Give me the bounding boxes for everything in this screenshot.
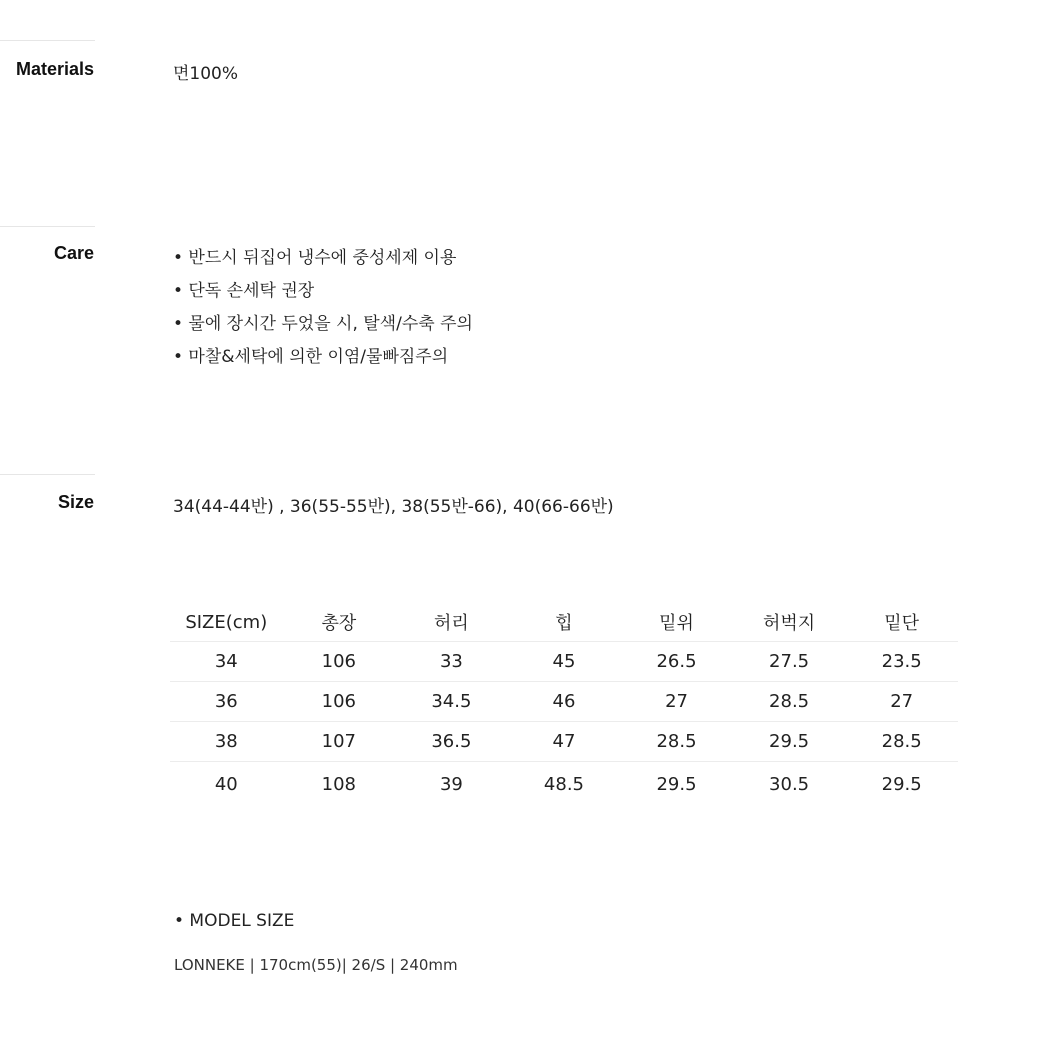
- section-divider: [0, 474, 95, 475]
- table-header-cell: 허리: [395, 603, 508, 642]
- table-row: [170, 682, 958, 722]
- table-cell: 23.5: [845, 642, 958, 682]
- table-cell: 26.5: [620, 642, 733, 682]
- materials-label: Materials: [15, 59, 94, 79]
- materials-value: 면100%: [173, 64, 239, 84]
- section-divider: [0, 40, 95, 41]
- care-label: Care: [53, 243, 94, 263]
- table-cell: 29.5: [881, 773, 922, 795]
- care-item: • 물에 장시간 두었을 시, 탈색/수축 주의: [173, 314, 473, 334]
- size-table: [170, 603, 958, 806]
- table-cell: 48.5: [543, 773, 584, 795]
- table-cell: 39: [439, 773, 463, 795]
- table-cell: 45: [508, 642, 621, 682]
- table-row: [170, 642, 958, 682]
- table-header-cell: 밑단: [845, 603, 958, 642]
- table-cell: 30.5: [769, 773, 810, 795]
- model-size-info: LONNEKE | 170cm(55)| 26/S | 240mm: [174, 956, 458, 974]
- table-cell: 38: [170, 722, 283, 762]
- table-header-row: [170, 603, 958, 642]
- model-size-title: • MODEL SIZE: [174, 911, 295, 931]
- table-cell: 27: [845, 682, 958, 722]
- table-header-cell: SIZE(cm): [170, 603, 283, 642]
- table-row: [170, 762, 958, 807]
- table-header-cell: 힙: [508, 603, 621, 642]
- table-cell: 29.5: [656, 773, 697, 795]
- table-cell: 36: [170, 682, 283, 722]
- table-cell: 34: [170, 642, 283, 682]
- table-cell: 33: [395, 642, 508, 682]
- table-cell: 28.5: [733, 682, 846, 722]
- table-row: [170, 722, 958, 762]
- table-cell: 47: [508, 722, 621, 762]
- care-list: [173, 242, 473, 374]
- care-item: • 마찰&세탁에 의한 이염/물빠짐주의: [173, 347, 449, 367]
- section-divider: [0, 226, 95, 227]
- table-cell: 46: [508, 682, 621, 722]
- table-cell: 40: [214, 773, 238, 795]
- table-cell: 108: [321, 773, 357, 795]
- care-item: • 반드시 뒤집어 냉수에 중성세제 이용: [173, 248, 457, 268]
- table-cell: 28.5: [845, 722, 958, 762]
- table-cell: 28.5: [620, 722, 733, 762]
- table-cell: 34.5: [395, 682, 508, 722]
- table-header-cell: 허벅지: [733, 603, 846, 642]
- table-cell: 29.5: [733, 722, 846, 762]
- table-header-cell: 총장: [283, 603, 396, 642]
- size-value: 34(44-44반) , 36(55-55반), 38(55반-66), 40(66-66반): [173, 497, 614, 517]
- table-cell: 27.5: [733, 642, 846, 682]
- table-cell: 36.5: [395, 722, 508, 762]
- size-label: Size: [57, 492, 94, 512]
- table-cell: 27: [620, 682, 733, 722]
- care-item: • 단독 손세탁 권장: [173, 281, 315, 301]
- table-cell: 106: [283, 642, 396, 682]
- table-header-cell: 밑위: [620, 603, 733, 642]
- table-cell: 107: [283, 722, 396, 762]
- table-cell: 106: [283, 682, 396, 722]
